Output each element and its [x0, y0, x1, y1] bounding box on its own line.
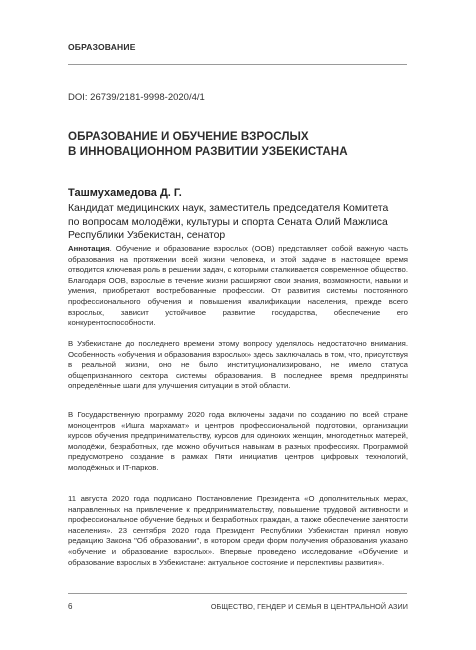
doi: DOI: 26739/2181-9998-2020/4/1: [68, 92, 205, 103]
abstract: [68, 244, 408, 329]
author-affiliation: [68, 202, 413, 243]
footer-divider: [68, 593, 407, 594]
abstract-label: Аннотация: [68, 244, 110, 253]
author-affiliation-line: Республики Узбекистан, сенатор: [68, 230, 226, 241]
author-affiliation-line: по вопросам молодёжи, культуры и спорта Сената Олий Мажлиса: [68, 216, 388, 228]
article-title: [68, 129, 348, 159]
article-title-line: ОБРАЗОВАНИЕ И ОБУЧЕНИЕ ВЗРОСЛЫХ: [68, 130, 309, 143]
abstract-text: . Обучение и образование взрослых (ООВ) представляет собой важную часть образования на протяжении всей жизни человека, и этой задаче в настоящее время отводится ключевая роль в решении задач, с которыми сталкивается современное общество. Благодаря ООВ, взрослые в течение жизни расширяют свои знания, возможности, навыки и умения, приобретают востребованные профессии. От развития системы постоянного профессионального обучения и повышения квалификации населения, прежде всего взрослых, зависит устойчивое развитие государства, обеспечение его конкурентоспособности.: [68, 244, 408, 328]
author-name: Ташмухамедова Д. Г.: [68, 187, 182, 199]
article-title-line: В ИННОВАЦИОННОМ РАЗВИТИИ УЗБЕКИСТАНА: [68, 145, 348, 158]
page-number: 6: [68, 602, 73, 611]
section-label: ОБРАЗОВАНИЕ: [68, 42, 136, 52]
journal-name: ОБЩЕСТВО, ГЕНДЕР И СЕМЬЯ В ЦЕНТРАЛЬНОЙ АЗИИ: [210, 602, 408, 611]
body-paragraph: В Государственную программу 2020 года включены задачи по созданию по всей стране моноцентров «Ишга мархамат» и центров профессиональной подготовки, организации курсов обучения предпринимательству, курсов для одиноких женщин, многодетных матерей, молодёжи, безработных, где можно обучиться навыкам в разных профессиях. Программой предусмотрено создание в рамках Пяти инициатив центров цифровых технологий, молодёжных и IT-парков.: [68, 410, 408, 472]
body-paragraph: В Узбекистане до последнего времени этому вопросу уделялось недостаточно внимания. Особенность «обучения и образования взрослых» здесь заключалась в том, что, присутствуя в реальной жизни, оно не было институционализировано, не имело статуса общепризнанного сектора системы образования. В последнее время предприняты определённые шаги для улучшения ситуации в этой области.: [68, 339, 408, 391]
header-divider: [68, 64, 407, 65]
author-affiliation-line: Кандидат медицинских наук, заместитель председателя Комитета: [68, 203, 389, 214]
body-paragraph: 11 августа 2020 года подписано Постановление Президента «О дополнительных мерах, направленных на привлечение к предпринимательству, повышение трудовой активности и профессиональное обучение бедных и безработных граждан, а также обеспечение занятости населения». 23 сентября 2020 года Президент Республики Узбекистан принял новую редакцию Закона "Об образовании", в котором среди форм получения образования указано «обучение и образование взрослых». Впервые проведено исследование «Обучение и образование взрослых в Узбекистане: актуальное состояние и перспективы развития».: [68, 494, 408, 567]
